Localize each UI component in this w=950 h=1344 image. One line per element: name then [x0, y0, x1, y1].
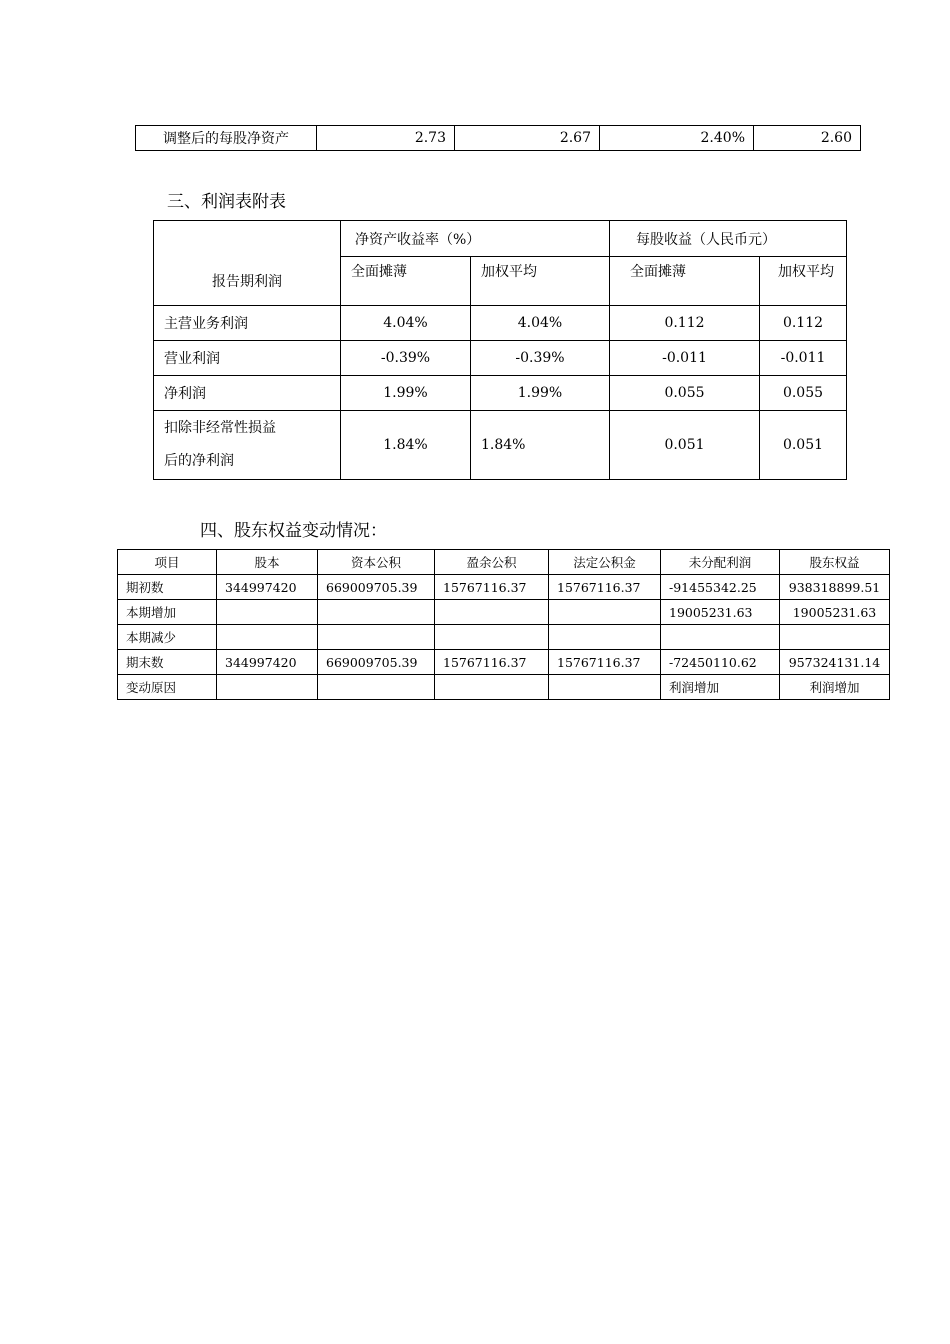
row-label: 调整后的每股净资产 — [136, 126, 317, 151]
value-cell: 19005231.63 — [661, 600, 780, 625]
value-cell: 利润增加 — [780, 675, 890, 700]
value-cell — [549, 675, 661, 700]
value-cell: 1.84% — [341, 411, 471, 480]
value-cell: -91455342.25 — [661, 575, 780, 600]
value-cell: 344997420 — [217, 650, 318, 675]
value-cell: 938318899.51 — [780, 575, 890, 600]
value-cell: 15767116.37 — [435, 575, 549, 600]
table-header-row — [118, 550, 890, 575]
value-cell — [435, 600, 549, 625]
table-row — [154, 376, 847, 411]
table-row — [118, 575, 890, 600]
value-cell: 4.04% — [341, 306, 471, 341]
value-cell — [435, 625, 549, 650]
value-cell: 669009705.39 — [318, 575, 435, 600]
row-label: 本期减少 — [118, 625, 217, 650]
column-group-eps: 每股收益（人民币元） — [610, 221, 847, 257]
column-header: 股本 — [217, 550, 318, 575]
value-cell: 2.73 — [317, 126, 455, 151]
value-cell — [549, 600, 661, 625]
value-cell: 15767116.37 — [435, 650, 549, 675]
adjusted-net-assets-table — [135, 125, 861, 151]
value-cell: 1.99% — [471, 376, 610, 411]
subheader-cell: 全面摊薄 — [341, 257, 471, 306]
table-row — [118, 625, 890, 650]
income-appendix-table — [153, 220, 847, 480]
column-header: 法定公积金 — [549, 550, 661, 575]
subheader-cell: 加权平均 — [760, 257, 847, 306]
equity-changes-table — [117, 549, 890, 700]
table-row — [136, 126, 861, 151]
value-cell — [217, 625, 318, 650]
row-label: 期末数 — [118, 650, 217, 675]
value-cell: 0.051 — [760, 411, 847, 480]
column-header: 项目 — [118, 550, 217, 575]
column-header: 未分配利润 — [661, 550, 780, 575]
column-header: 股东权益 — [780, 550, 890, 575]
table-row — [118, 600, 890, 625]
value-cell — [318, 675, 435, 700]
value-cell: 4.04% — [471, 306, 610, 341]
subheader-cell: 全面摊薄 — [610, 257, 760, 306]
value-cell: 0.055 — [760, 376, 847, 411]
value-cell: -0.011 — [760, 341, 847, 376]
value-cell: 0.051 — [610, 411, 760, 480]
section-title-income-appendix: 三、利润表附表 — [167, 192, 286, 212]
value-cell: 19005231.63 — [780, 600, 890, 625]
value-cell — [318, 625, 435, 650]
value-cell — [780, 625, 890, 650]
value-cell: 0.055 — [610, 376, 760, 411]
value-cell — [217, 600, 318, 625]
value-cell: 利润增加 — [661, 675, 780, 700]
row-label: 主营业务利润 — [154, 306, 341, 341]
value-cell: 0.112 — [760, 306, 847, 341]
row-label: 变动原因 — [118, 675, 217, 700]
value-cell: -72450110.62 — [661, 650, 780, 675]
value-cell: 1.99% — [341, 376, 471, 411]
value-cell — [318, 600, 435, 625]
value-cell — [217, 675, 318, 700]
column-header: 盈余公积 — [435, 550, 549, 575]
value-cell: 2.67 — [455, 126, 600, 151]
section-title-equity-changes: 四、股东权益变动情况： — [200, 521, 387, 541]
table-row — [118, 675, 890, 700]
value-cell: 2.60 — [754, 126, 861, 151]
column-group-roe: 净资产收益率（%） — [341, 221, 610, 257]
row-label: 本期增加 — [118, 600, 217, 625]
value-cell — [435, 675, 549, 700]
table-header-row — [154, 221, 847, 257]
value-cell: 669009705.39 — [318, 650, 435, 675]
row-header-label: 报告期利润 — [154, 221, 341, 306]
table-row — [118, 650, 890, 675]
value-cell: 957324131.14 — [780, 650, 890, 675]
table-row — [154, 341, 847, 376]
value-cell: 15767116.37 — [549, 575, 661, 600]
row-label: 净利润 — [154, 376, 341, 411]
value-cell: 1.84% — [471, 411, 610, 480]
subheader-cell: 加权平均 — [471, 257, 610, 306]
value-cell — [661, 625, 780, 650]
value-cell: -0.39% — [471, 341, 610, 376]
value-cell: 344997420 — [217, 575, 318, 600]
row-label-line: 扣除非经常性损益 — [164, 420, 276, 436]
value-cell — [549, 625, 661, 650]
column-header: 资本公积 — [318, 550, 435, 575]
value-cell: 0.112 — [610, 306, 760, 341]
value-cell: 15767116.37 — [549, 650, 661, 675]
value-cell: 2.40% — [600, 126, 754, 151]
value-cell: -0.011 — [610, 341, 760, 376]
row-label-line: 后的净利润 — [164, 453, 234, 469]
row-label: 营业利润 — [154, 341, 341, 376]
row-label — [154, 411, 341, 480]
table-row — [154, 411, 847, 480]
value-cell: -0.39% — [341, 341, 471, 376]
table-row — [154, 306, 847, 341]
row-label: 期初数 — [118, 575, 217, 600]
